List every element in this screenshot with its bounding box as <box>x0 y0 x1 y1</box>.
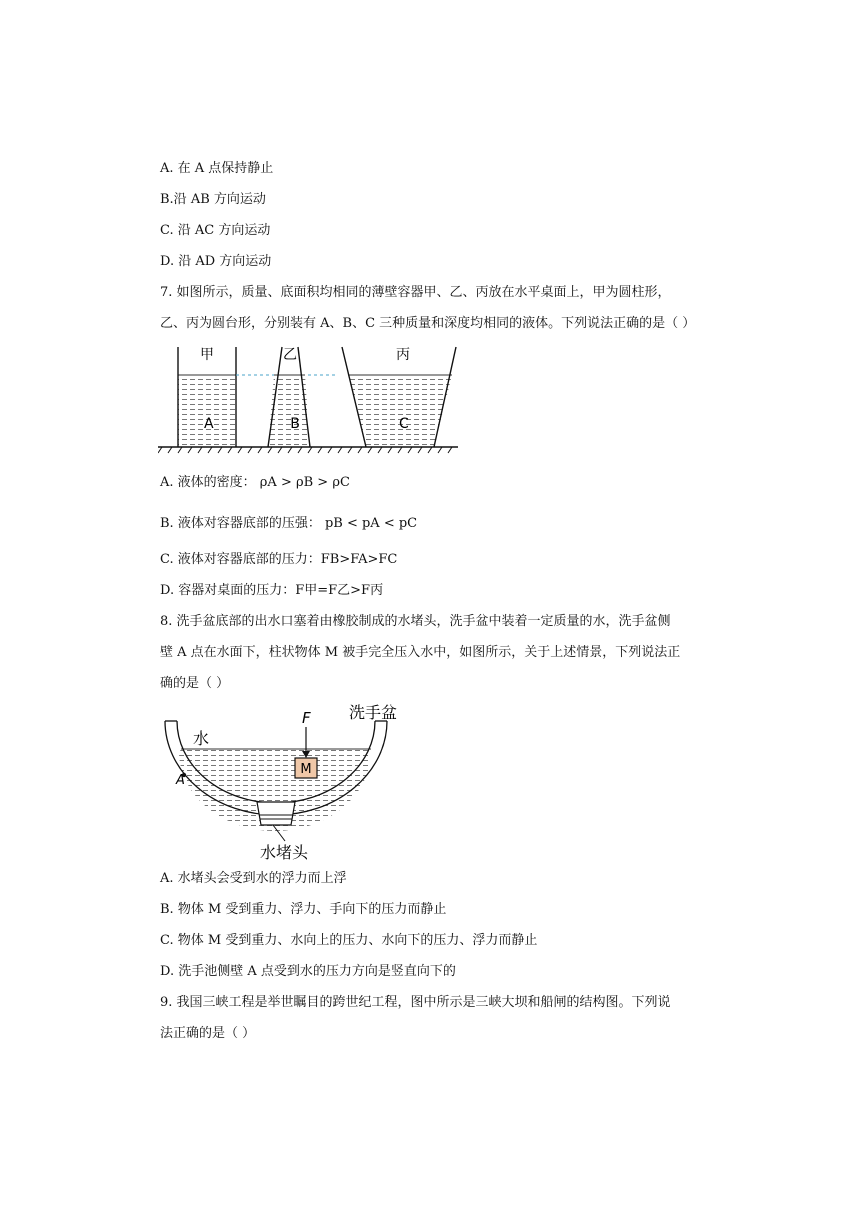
q7-stem-line1: 7. 如图所示，质量、底面积均相同的薄壁容器甲、乙、丙放在水平桌面上，甲为圆柱形， <box>160 285 671 300</box>
q6-option-b: B.沿 AB 方向运动 <box>160 192 266 207</box>
label-m: M <box>300 762 312 777</box>
q8-option-b: B. 物体 M 受到重力、浮力、手向下的压力而静止 <box>160 902 447 917</box>
plug-shape <box>257 802 295 825</box>
q8-figure-basin <box>155 703 405 863</box>
q8-option-a: A. 水堵头会受到水的浮力而上浮 <box>160 871 347 886</box>
label-liquid-c: C <box>399 416 409 432</box>
q7-option-a: A. 液体的密度： ρA > ρB > ρC <box>160 475 350 490</box>
q7-figure-containers <box>158 342 458 457</box>
label-bing: 丙 <box>396 347 410 363</box>
q8-option-c: C. 物体 M 受到重力、水向上的压力、水向下的压力、浮力而静止 <box>160 933 538 948</box>
q7-option-d: D. 容器对桌面的压力：F甲=F乙>F丙 <box>160 583 384 598</box>
q6-option-d: D. 沿 AD 方向运动 <box>160 254 272 269</box>
label-plug: 水堵头 <box>260 843 309 862</box>
liquid-b-fill <box>268 375 310 447</box>
label-liquid-a: A <box>204 416 214 432</box>
q8-stem-line2: 壁 A 点在水面下，柱状物体 M 被手完全压入水中，如图所示，关于上述情景，下列说法正 <box>160 645 681 660</box>
q7-option-c: C. 液体对容器底部的压力：FB>FA>FC <box>160 552 398 567</box>
q6-option-c: C. 沿 AC 方向运动 <box>160 223 271 238</box>
label-water: 水 <box>193 729 210 748</box>
q9-stem-line2: 法正确的是（ ） <box>160 1026 256 1041</box>
label-point-a: A <box>176 773 185 788</box>
label-yi: 乙 <box>283 347 297 363</box>
label-force-f: F <box>302 709 311 727</box>
q7-stem-line2: 乙、丙为圆台形，分别装有 A、B、C 三种质量和深度均相同的液体。下列说法正确的是（ ） <box>160 316 696 331</box>
label-liquid-b: B <box>290 416 300 432</box>
q8-stem-line3: 确的是（ ） <box>160 676 230 691</box>
q8-option-d: D. 洗手池侧壁 A 点受到水的压力方向是竖直向下的 <box>160 964 456 979</box>
q7-option-b: B. 液体对容器底部的压强： pB < pA < pC <box>160 516 418 531</box>
q9-stem-line1: 9. 我国三峡工程是举世瞩目的跨世纪工程，图中所示是三峡大坝和船闸的结构图。下列说 <box>160 995 671 1010</box>
label-basin: 洗手盆 <box>349 703 398 722</box>
label-jia: 甲 <box>200 347 214 363</box>
q6-option-a: A. 在 A 点保持静止 <box>160 161 274 176</box>
liquid-a-fill <box>178 375 236 447</box>
q8-stem-line1: 8. 洗手盆底部的出水口塞着由橡胶制成的水堵头，洗手盆中装着一定质量的水，洗手盆侧 <box>160 614 671 629</box>
